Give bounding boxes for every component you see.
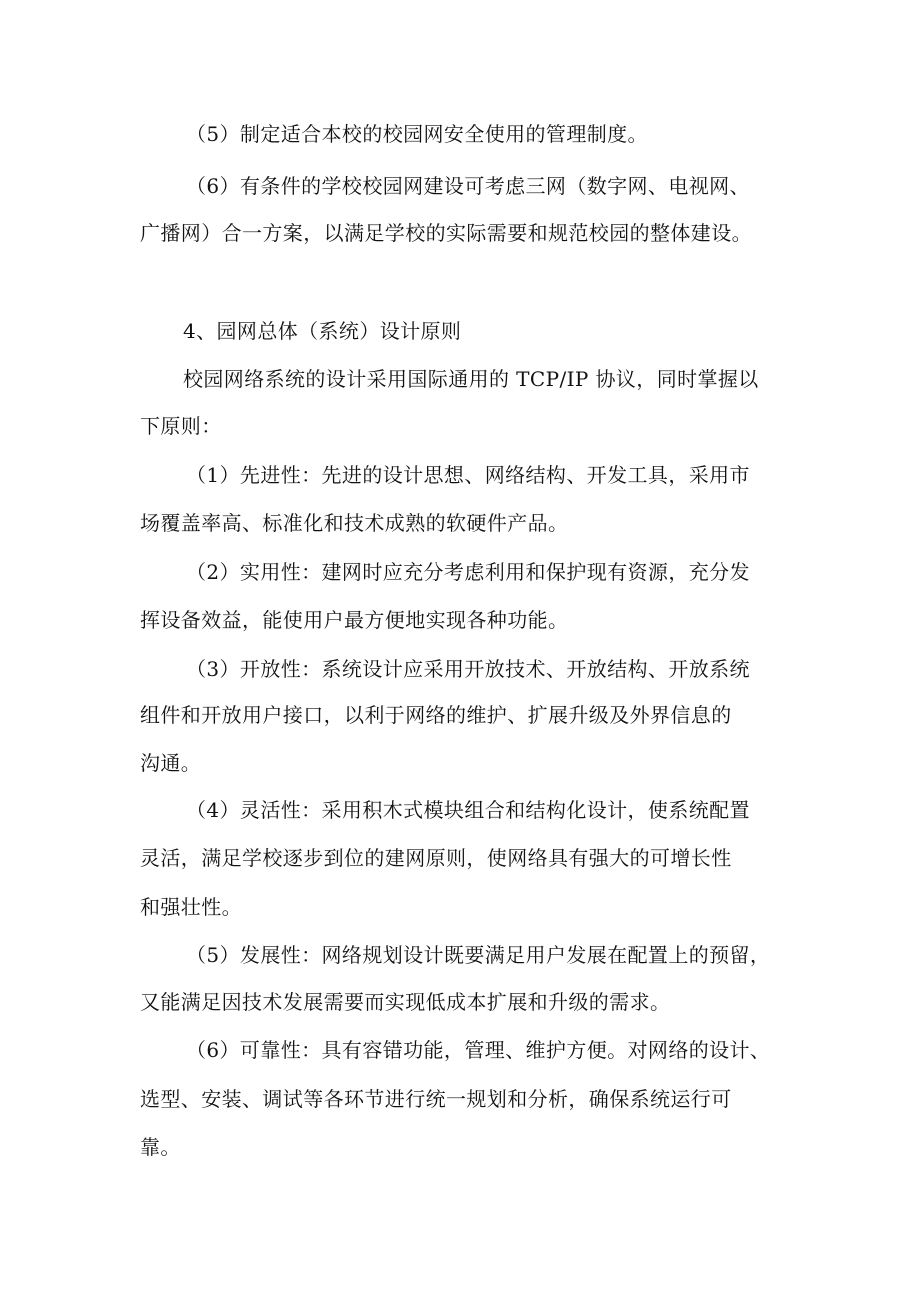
principle-3-line-1: （3）开放性：系统设计应采用开放技术、开放结构、开放系统 bbox=[186, 657, 750, 681]
principle-1-line-2: 场覆盖率高、标准化和技术成熟的软硬件产品。 bbox=[140, 511, 569, 535]
principle-2-line-2: 挥设备效益，能使用户最方便地实现各种功能。 bbox=[140, 608, 569, 632]
principle-6-line-2: 选型、安装、调试等各环节进行统一规划和分析，确保系统运行可 bbox=[140, 1087, 732, 1111]
principle-4-line-2: 灵活，满足学校逐步到位的建网原则，使网络具有强大的可增长性 bbox=[140, 846, 732, 870]
paragraph-item-6-line-1: （6）有条件的学校校园网建设可考虑三网（数字网、电视网、 bbox=[186, 174, 750, 198]
principle-6-line-3: 靠。 bbox=[140, 1135, 181, 1159]
intro-line-1: 校园网络系统的设计采用国际通用的 TCP/IP 协议，同时掌握以 bbox=[183, 367, 759, 391]
paragraph-item-6-line-2: 广播网）合一方案，以满足学校的实际需要和规范校园的整体建设。 bbox=[140, 221, 752, 245]
principle-3-line-2: 组件和开放用户接口，以利于网络的维护、扩展升级及外界信息的 bbox=[140, 703, 732, 727]
principle-3-line-3: 沟通。 bbox=[140, 751, 202, 775]
principle-4-line-1: （4）灵活性：采用积木式模块组合和结构化设计，使系统配置 bbox=[186, 798, 750, 822]
section-heading: 4、园网总体（系统）设计原则 bbox=[183, 319, 462, 343]
principle-4-line-3: 和强壮性。 bbox=[140, 895, 242, 919]
principle-6-line-1: （6）可靠性：具有容错功能，管理、维护方便。对网络的设计、 bbox=[186, 1038, 771, 1062]
principle-5-line-1: （5）发展性：网络规划设计既要满足用户发展在配置上的预留， bbox=[186, 943, 771, 967]
principle-2-line-1: （2）实用性：建网时应充分考虑利用和保护现有资源，充分发 bbox=[186, 560, 750, 584]
paragraph-item-5-line-1: （5）制定适合本校的校园网安全使用的管理制度。 bbox=[186, 122, 648, 146]
intro-line-2: 下原则： bbox=[140, 414, 222, 438]
principle-1-line-1: （1）先进性：先进的设计思想、网络结构、开发工具，采用市 bbox=[186, 463, 750, 487]
principle-5-line-2: 又能满足因技术发展需要而实现低成本扩展和升级的需求。 bbox=[140, 990, 671, 1014]
